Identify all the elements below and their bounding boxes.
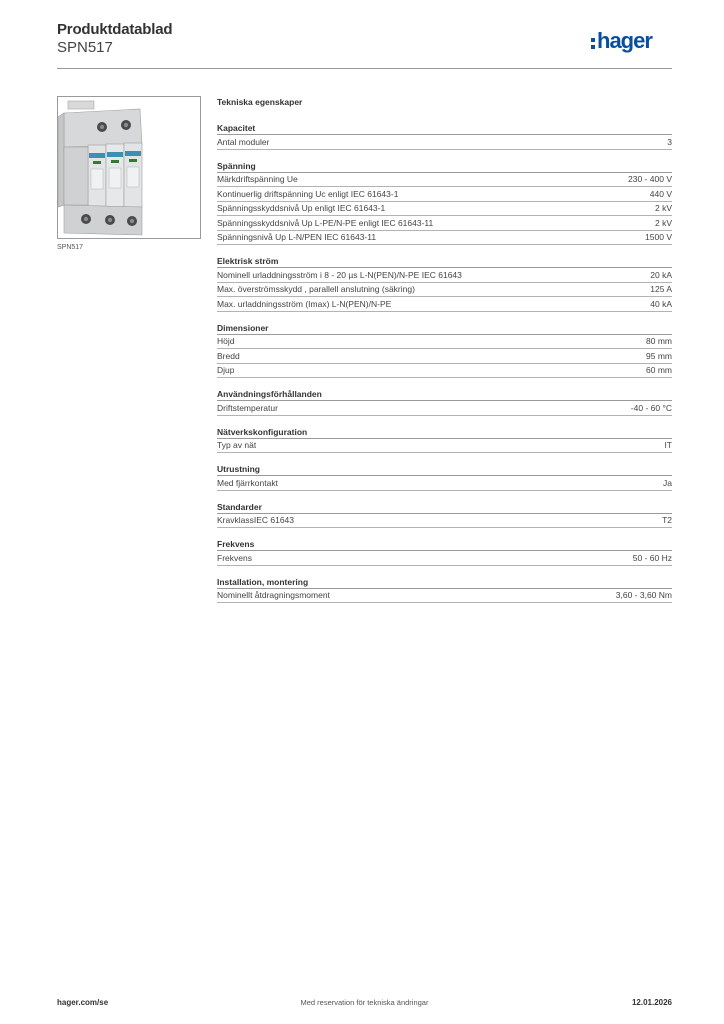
spec-value: 3,60 - 3,60 Nm bbox=[615, 590, 672, 601]
spec-row bbox=[217, 349, 672, 364]
spec-label: Nominell urladdningsström i 8 - 20 µs L-N(PEN)/N-PE IEC 61643 bbox=[217, 269, 462, 280]
spec-group-title: Användningsförhållanden bbox=[217, 388, 672, 401]
spec-label: Spänningsskyddsnivå Up L-PE/N-PE enligt IEC 61643-11 bbox=[217, 217, 434, 228]
spec-row bbox=[217, 216, 672, 231]
spec-label: Spänningsnivå Up L-N/PEN IEC 61643-11 bbox=[217, 232, 377, 243]
spec-row bbox=[217, 401, 672, 416]
spec-row bbox=[217, 283, 672, 298]
spec-value: 125 A bbox=[650, 284, 672, 295]
spec-group bbox=[217, 255, 672, 312]
spec-value: 1500 V bbox=[645, 232, 672, 243]
spec-label: Driftstemperatur bbox=[217, 402, 278, 413]
spec-label: Höjd bbox=[217, 336, 235, 347]
spec-value: -40 - 60 °C bbox=[630, 402, 672, 413]
spec-label: Spänningsskyddsnivå Up enligt IEC 61643-1 bbox=[217, 203, 386, 214]
spec-group bbox=[217, 538, 672, 566]
spec-group-title: Utrustning bbox=[217, 463, 672, 476]
spec-label: Kontinuerlig driftspänning Uc enligt IEC 61643-1 bbox=[217, 188, 399, 199]
spec-value: 20 kA bbox=[650, 269, 672, 280]
spec-value: Ja bbox=[663, 477, 672, 488]
spec-groups bbox=[217, 122, 672, 603]
spec-value: 60 mm bbox=[646, 365, 672, 376]
product-code: SPN517 bbox=[57, 39, 113, 56]
spec-row bbox=[217, 551, 672, 566]
spec-group bbox=[217, 426, 672, 454]
spec-value: 50 - 60 Hz bbox=[632, 552, 672, 563]
header-divider bbox=[57, 68, 672, 69]
spec-group bbox=[217, 160, 672, 246]
spec-value: 80 mm bbox=[646, 336, 672, 347]
spec-row bbox=[217, 187, 672, 202]
spec-group bbox=[217, 501, 672, 529]
technical-specifications bbox=[217, 96, 672, 613]
spec-label: KravklassIEC 61643 bbox=[217, 515, 295, 526]
spec-value: 440 V bbox=[649, 188, 672, 199]
spec-row bbox=[217, 173, 672, 188]
spec-row bbox=[217, 439, 672, 454]
spec-label: Bredd bbox=[217, 350, 240, 361]
spec-group-title: Kapacitet bbox=[217, 122, 672, 135]
spec-group-title: Dimensioner bbox=[217, 322, 672, 335]
spec-value: 2 kV bbox=[654, 203, 672, 214]
page-header bbox=[57, 21, 672, 69]
spec-row bbox=[217, 268, 672, 283]
spec-value: 2 kV bbox=[654, 217, 672, 228]
spec-row bbox=[217, 364, 672, 379]
spec-group-title: Nätverkskonfiguration bbox=[217, 426, 672, 439]
document-title: Produktdatablad bbox=[57, 21, 173, 38]
spec-group-title: Spänning bbox=[217, 160, 672, 173]
footer-date: 12.01.2026 bbox=[631, 998, 672, 1007]
spec-value: 3 bbox=[667, 136, 672, 147]
spec-label: Med fjärrkontakt bbox=[217, 477, 278, 488]
spec-group bbox=[217, 576, 672, 604]
spec-row bbox=[217, 135, 672, 150]
spec-row bbox=[217, 231, 672, 246]
spec-label: Antal moduler bbox=[217, 136, 270, 147]
spec-label: Nominellt åtdragningsmoment bbox=[217, 590, 330, 601]
spec-group bbox=[217, 463, 672, 491]
spec-group bbox=[217, 122, 672, 150]
spec-row bbox=[217, 297, 672, 312]
spec-label: Frekvens bbox=[217, 552, 252, 563]
spec-label: Märkdriftspänning Ue bbox=[217, 174, 298, 185]
spec-group-title: Elektrisk ström bbox=[217, 255, 672, 268]
spec-group bbox=[217, 388, 672, 416]
footer-website: hager.com/se bbox=[57, 998, 109, 1007]
surge-protector-illustration bbox=[58, 97, 200, 238]
spec-row bbox=[217, 335, 672, 350]
spec-value: 40 kA bbox=[650, 298, 672, 309]
spec-value: IT bbox=[664, 440, 672, 451]
spec-row bbox=[217, 589, 672, 604]
product-image-caption: SPN517 bbox=[57, 244, 84, 251]
spec-value: T2 bbox=[662, 515, 672, 526]
hager-logo bbox=[590, 27, 672, 53]
spec-row bbox=[217, 202, 672, 217]
product-image bbox=[57, 96, 201, 239]
spec-label: Max. överströmsskydd , parallell anslutning (säkring) bbox=[217, 284, 415, 295]
spec-row bbox=[217, 476, 672, 491]
spec-group-title: Standarder bbox=[217, 501, 672, 514]
spec-label: Max. urladdningsström (Imax) L-N(PEN)/N-PE bbox=[217, 298, 392, 309]
spec-value: 230 - 400 V bbox=[628, 174, 672, 185]
spec-label: Typ av nät bbox=[217, 440, 257, 451]
specs-heading: Tekniska egenskaper bbox=[217, 97, 303, 107]
spec-row bbox=[217, 514, 672, 529]
spec-value: 95 mm bbox=[646, 350, 672, 361]
spec-label: Djup bbox=[217, 365, 235, 376]
spec-group-title: Frekvens bbox=[217, 538, 672, 551]
spec-group bbox=[217, 322, 672, 379]
page-footer bbox=[57, 998, 672, 1010]
svg-text:hager: hager bbox=[597, 28, 652, 53]
footer-disclaimer: Med reservation för tekniska ändringar bbox=[300, 998, 429, 1007]
spec-group-title: Installation, montering bbox=[217, 576, 672, 589]
